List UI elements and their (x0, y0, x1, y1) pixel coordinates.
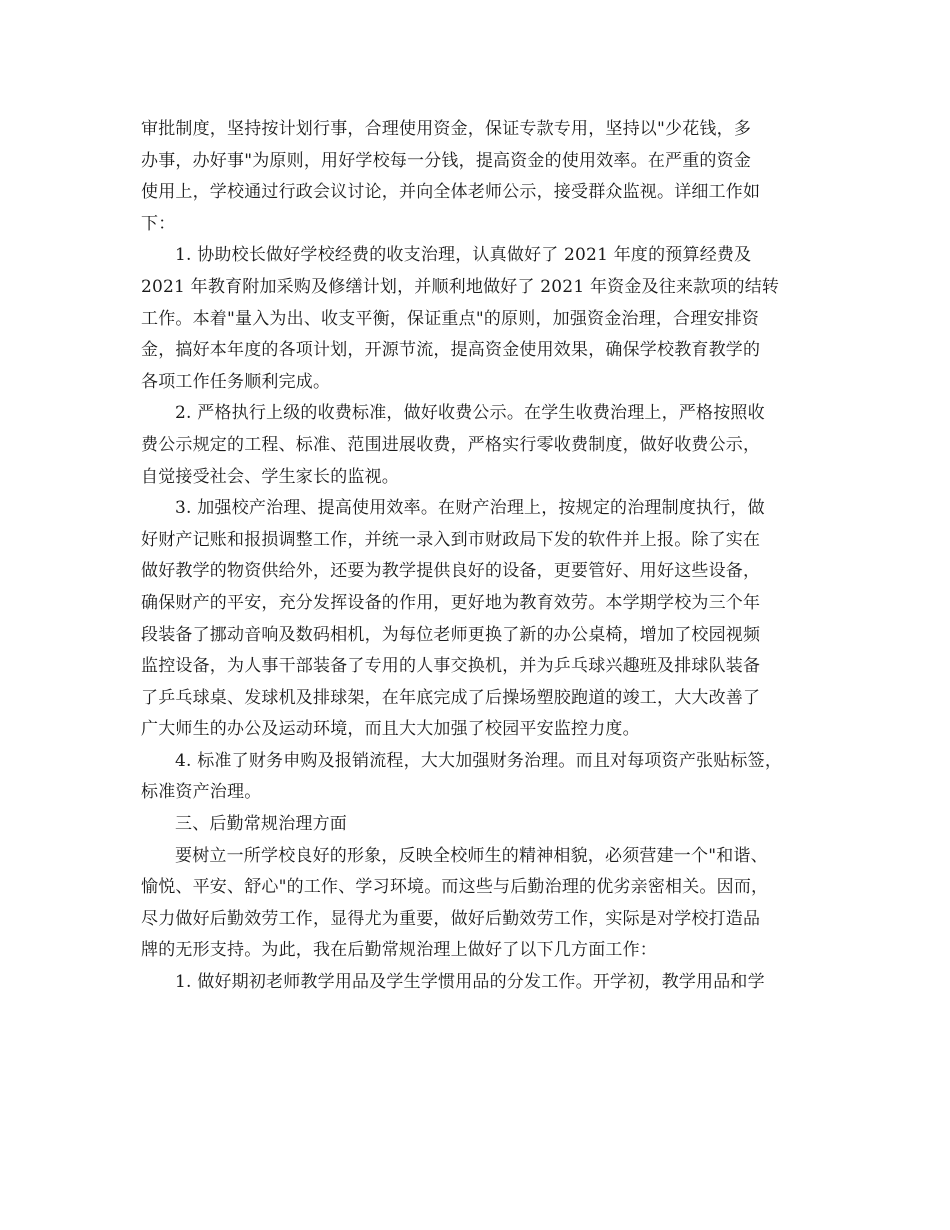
text-line: 愉悦、平安、舒心"的工作、学习环境。而这些与后勤治理的优劣亲密相关。因而， (141, 877, 769, 898)
text-line: 标准资产治理。 (141, 782, 262, 803)
paragraph-start-line: 1. 做好期初老师教学用品及学生学惯用品的分发工作。开学初，教学用品和学 (175, 972, 765, 993)
text-line: 办事，办好事"为原则，用好学校每一分钱，提高资金的使用效率。在严重的资金 (141, 150, 752, 171)
paragraph-start-line: 要树立一所学校良好的形象，反映全校师生的精神相貌，必须营建一个"和谐、 (175, 845, 768, 866)
text-line: 确保财产的平安，充分发挥设备的作用，更好地为教育效劳。本学期学校为三个年 (141, 592, 761, 613)
text-line: 段装备了挪动音响及数码相机，为每位老师更换了新的办公桌椅，增加了校园视频 (141, 624, 761, 645)
text-line: 牌的无形支持。为此，我在后勤常规治理上做好了以下几方面工作： (141, 940, 657, 961)
text-line: 使用上，学校通过行政会议讨论，并向全体老师公示，接受群众监视。详细工作如 (141, 182, 761, 203)
document-body (141, 114, 831, 999)
text-line: 下： (141, 213, 176, 234)
paragraph-start-line: 2. 严格执行上级的收费标准，做好收费公示。在学生收费治理上，严格按照收 (175, 403, 765, 424)
text-line: 广大师生的办公及运动环境，而且大大加强了校园平安监控力度。 (141, 719, 640, 740)
text-line: 监控设备，为人事干部装备了专用的人事交换机，并为乒乓球兴趣班及排球队装备 (141, 656, 761, 677)
paragraph-start-line: 4. 标准了财务申购及报销流程，大大加强财务治理。而且对每项资产张贴标签， (175, 750, 783, 771)
text-line: 尽力做好后勤效劳工作，显得尤为重要，做好后勤效劳工作，实际是对学校打造品 (141, 908, 761, 929)
text-line: 费公示规定的工程、标准、范围进展收费，严格实行零收费制度，做好收费公示， (141, 434, 761, 455)
text-line: 2021 年教育附加采购及修缮计划，并顺利地做好了 2021 年资金及往来款项的结转 (141, 276, 780, 297)
paragraph-start-line: 1. 协助校长做好学校经费的收支治理，认真做好了 2021 年度的预算经费及 (175, 245, 752, 266)
text-line: 自觉接受社会、学生家长的监视。 (141, 466, 399, 487)
text-line: 好财产记账和报损调整工作，并统一录入到市财政局下发的软件并上报。除了实在 (141, 529, 761, 550)
text-line: 做好教学的物资供给外，还要为教学提供良好的设备，更要管好、用好这些设备， (141, 561, 761, 582)
text-line: 各项工作任务顺利完成。 (141, 371, 331, 392)
text-line: 金，搞好本年度的各项计划，开源节流，提高资金使用效果，确保学校教育教学的 (141, 340, 761, 361)
text-line: 工作。本着"量入为出、收支平衡，保证重点"的原则，加强资金治理，合理安排资 (141, 308, 760, 329)
text-line: 了乒乓球桌、发球机及排球架，在年底完成了后操场塑胶跑道的竣工，大大改善了 (141, 687, 761, 708)
text-line: 审批制度，坚持按计划行事，合理使用资金，保证专款专用，坚持以"少花钱，多 (141, 119, 752, 139)
section-heading: 三、后勤常规治理方面 (175, 814, 347, 835)
paragraph-start-line: 3. 加强校产治理、提高使用效率。在财产治理上，按规定的治理制度执行，做 (175, 498, 765, 519)
